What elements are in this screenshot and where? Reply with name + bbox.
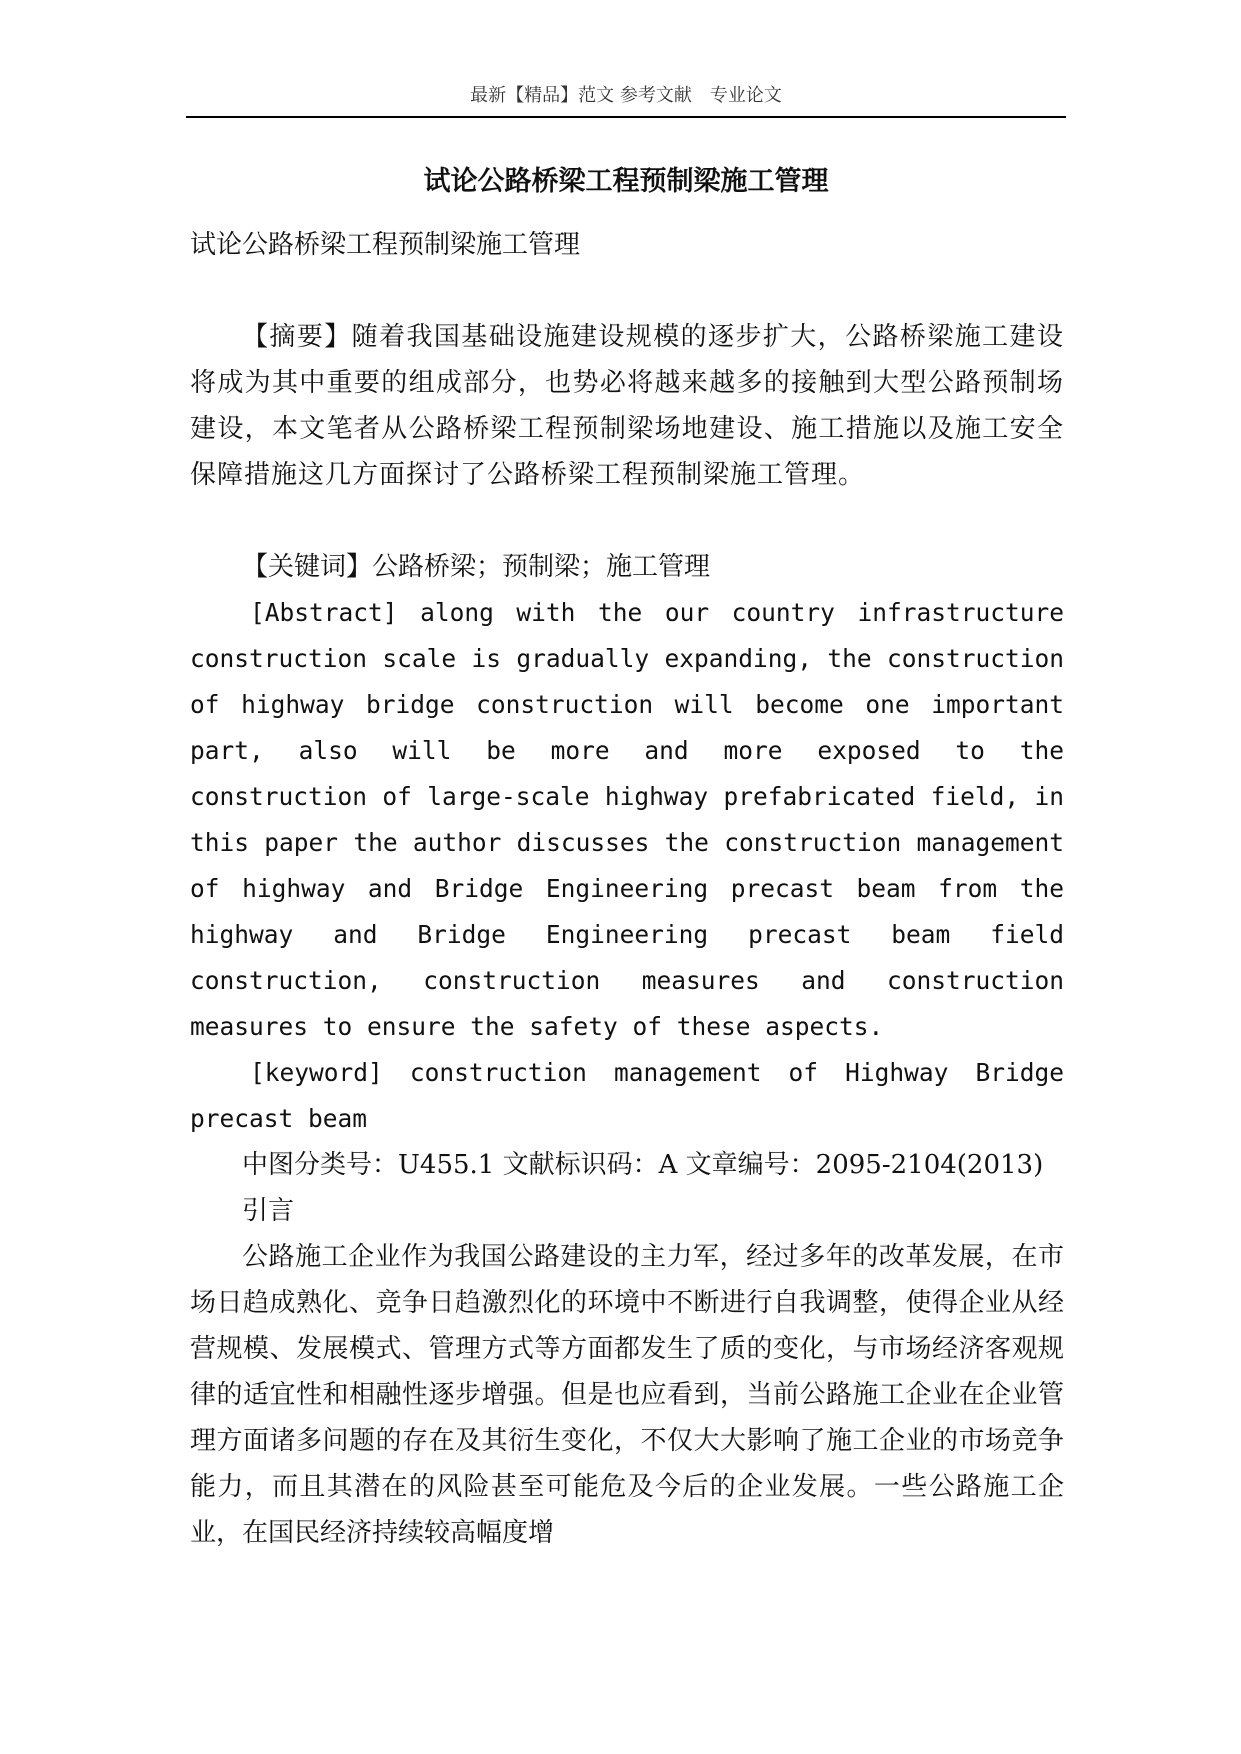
- intro-heading: 引言: [242, 1196, 295, 1226]
- document-body: [190, 222, 1064, 1556]
- abstract-english: [Abstract] along with the our country infrastructure construction scale is gradually expanding, the construction of highway bridge construction will become one important part, also will be more and more exposed to the construction of large-scale highway prefabricated field, in this paper the author discusses the construction management of highway and Bridge Engineering precast beam from the highway and Bridge Engineering precast beam field construction, construction measures and construction measures to ensure the safety of these aspects.: [190, 598, 1064, 1041]
- keywords-english: [keyword] construction management of Highway Bridge precast beam: [190, 1058, 1064, 1133]
- abstract-chinese: 【摘要】随着我国基础设施建设规模的逐步扩大，公路桥梁施工建设将成为其中重要的组成部分，也势必将越来越多的接触到大型公路预制场建设，本文笔者从公路桥梁工程预制梁场地建设、施工措施以及施工安全保障措施这几方面探讨了公路桥梁工程预制梁施工管理。: [190, 322, 1064, 490]
- page-header: 最新【精品】范文 参考文献 专业论文: [470, 85, 782, 106]
- header-divider: [186, 116, 1066, 118]
- intro-paragraph: 公路施工企业作为我国公路建设的主力军，经过多年的改革发展，在市场日趋成熟化、竞争日趋激烈化的环境中不断进行自我调整，使得企业从经营规模、发展模式、管理方式等方面都发生了质的变化，与市场经济客观规律的适宜性和相融性逐步增强。但是也应看到，当前公路施工企业在企业管理方面诸多问题的存在及其衍生变化，不仅大大影响了施工企业的市场竞争能力，而且其潜在的风险甚至可能危及今后的企业发展。一些公路施工企业，在国民经济持续较高幅度增: [190, 1242, 1064, 1548]
- keywords-chinese: 【关键词】公路桥梁；预制梁；施工管理: [242, 552, 711, 582]
- document-subtitle: 试论公路桥梁工程预制梁施工管理: [190, 230, 581, 260]
- document-title: 试论公路桥梁工程预制梁施工管理: [423, 166, 829, 197]
- classification-line: 中图分类号：U455.1 文献标识码：A 文章编号：2095-2104(2013): [242, 1150, 1044, 1180]
